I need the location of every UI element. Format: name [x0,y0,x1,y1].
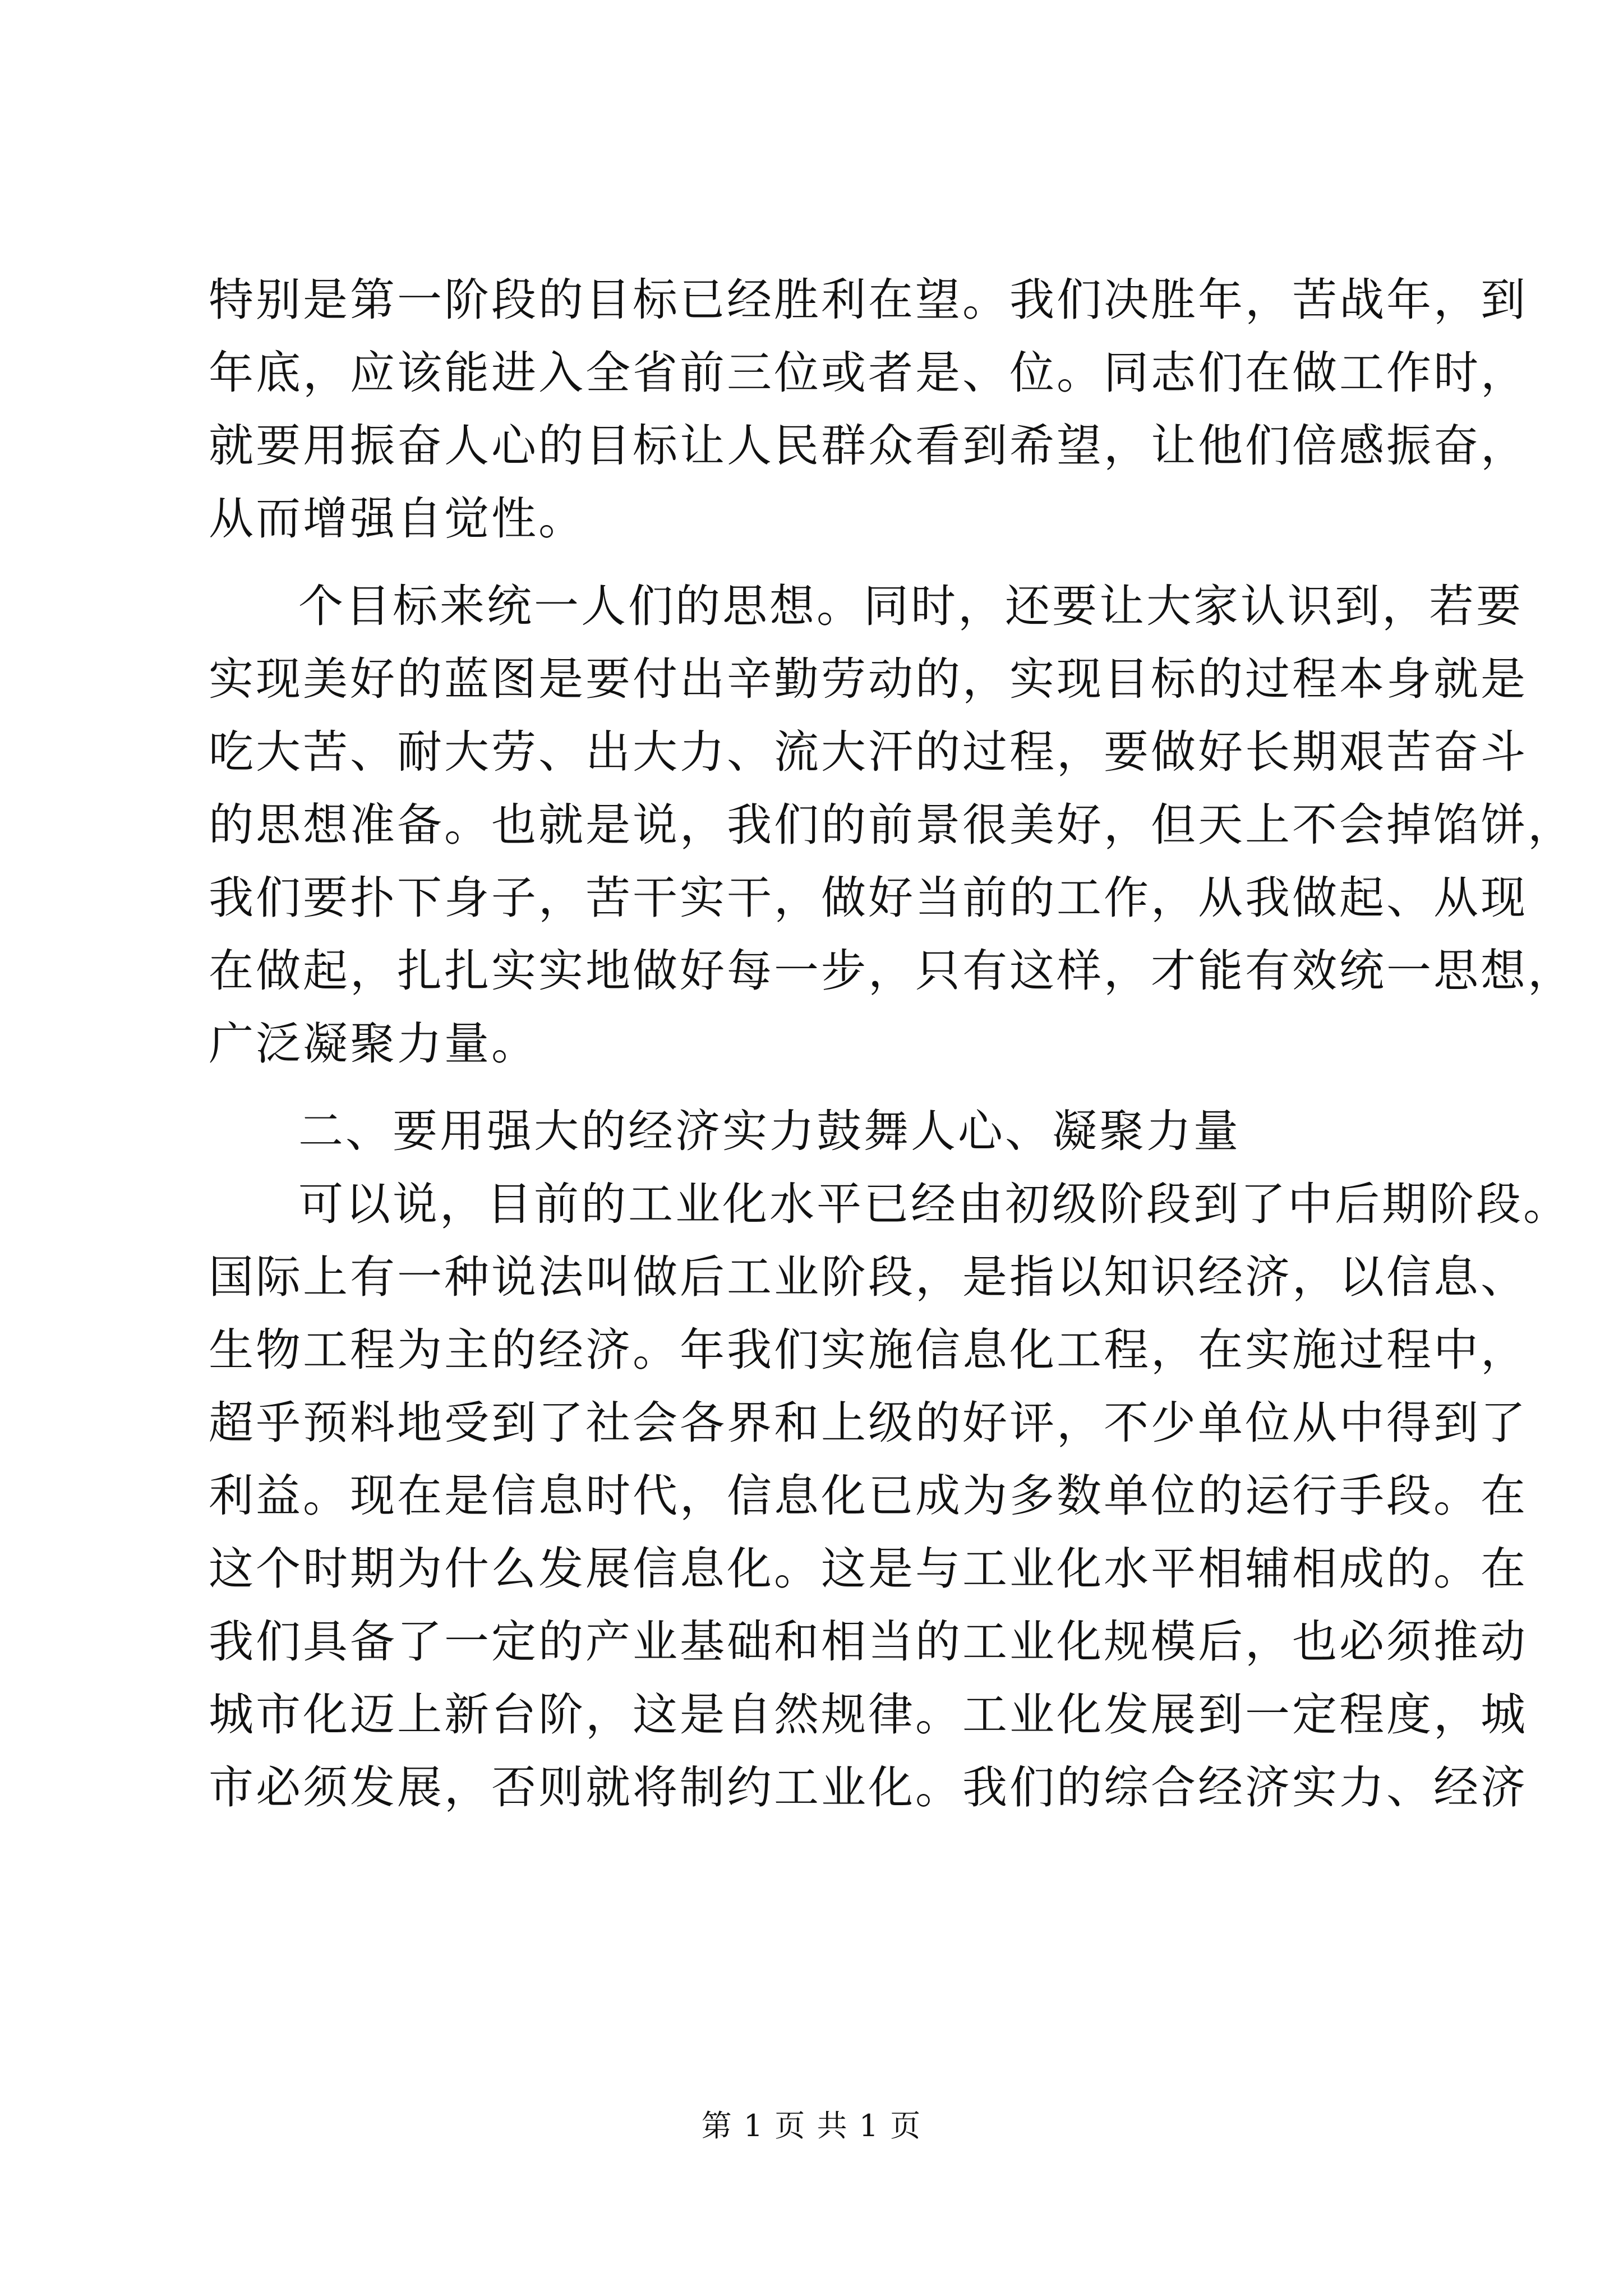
text-line: 国际上有一种说法叫做后工业阶段，是指以知识经济，以信息、 [209,1251,1528,1303]
section-heading: 二、要用强大的经济实力鼓舞人心、凝聚力量 [298,1105,1241,1157]
text-line: 利益。现在是信息时代，信息化已成为多数单位的运行手段。在 [209,1470,1528,1522]
text-line: 我们具备了一定的产业基础和相当的工业化规模后，也必须推动 [209,1616,1528,1668]
paragraph-first-line: 个目标来统一人们的思想。同时，还要让大家认识到，若要 [298,580,1523,632]
text-line: 年底，应该能进入全省前三位或者是、位。同志们在做工作时， [209,347,1528,399]
text-line: 在做起，扎扎实实地做好每一步，只有这样，才能有效统一思想， [209,945,1575,997]
text-line: 从而增强自觉性。 [209,493,585,545]
text-line: 我们要扑下身子，苦干实干，做好当前的工作，从我做起、从现 [209,872,1528,924]
page-number-footer: 第 1 页 共 1 页 [701,2108,922,2143]
document-body [209,264,1575,1824]
text-line: 超乎预料地受到了社会各界和上级的好评，不少单位从中得到了 [209,1397,1528,1449]
text-line: 这个时期为什么发展信息化。这是与工业化水平相辅相成的。在 [209,1543,1528,1595]
text-line: 的思想准备。也就是说，我们的前景很美好，但天上不会掉馅饼， [209,799,1575,851]
paragraph-first-line: 可以说，目前的工业化水平已经由初级阶段到了中后期阶段。 [298,1178,1570,1230]
text-line: 市必须发展，否则就将制约工业化。我们的综合经济实力、经济 [209,1761,1528,1814]
text-line: 特别是第一阶段的目标已经胜利在望。我们决胜年，苦战年，到 [209,274,1528,326]
text-line: 城市化迈上新台阶，这是自然规律。工业化发展到一定程度，城 [209,1688,1528,1741]
text-line: 广泛凝聚力量。 [209,1018,538,1070]
text-line: 就要用振奋人心的目标让人民群众看到希望，让他们倍感振奋， [209,420,1528,472]
text-line: 实现美好的蓝图是要付出辛勤劳动的，实现目标的过程本身就是 [209,653,1528,705]
text-line: 吃大苦、耐大劳、出大力、流大汗的过程，要做好长期艰苦奋斗 [209,726,1528,778]
text-line: 生物工程为主的经济。年我们实施信息化工程，在实施过程中， [209,1324,1528,1376]
